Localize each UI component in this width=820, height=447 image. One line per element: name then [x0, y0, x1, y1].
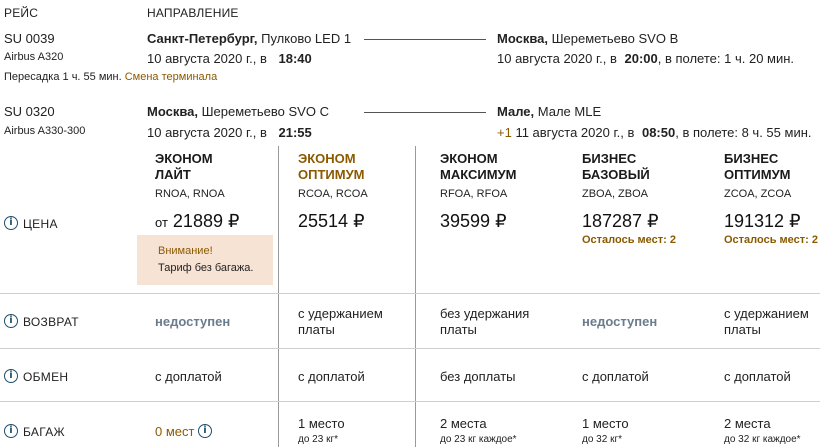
departure-datetime: 10 августа 2020 г., в 21:55	[147, 125, 312, 140]
baggage-economy-lite: 0 мест	[155, 424, 195, 439]
next-day-badge: +1	[497, 125, 512, 140]
fare-codes: RNOA, RNOA	[155, 188, 225, 200]
arrival-location: Москва, Шереметьево SVO B	[497, 31, 679, 46]
refund-economy-optimum: с удержанием платы	[298, 306, 383, 337]
exchange-row-label: ОБМЕН	[23, 370, 69, 384]
seats-left-badge: Осталось мест: 2	[582, 234, 676, 246]
row-divider	[0, 401, 820, 402]
price-economy-lite: от 21889 ₽	[155, 211, 240, 231]
baggage-economy-maximum: 2 места до 23 кг каждое*	[440, 416, 517, 445]
refund-economy-maximum: без удержания платы	[440, 306, 530, 337]
baggage-economy-optimum: 1 место до 23 кг*	[298, 416, 345, 445]
price-economy-maximum: 39599 ₽	[440, 211, 507, 231]
fare-codes: ZBOA, ZBOA	[582, 188, 649, 200]
exchange-economy-lite: с доплатой	[155, 369, 222, 384]
flight-column-header: РЕЙС	[4, 6, 39, 20]
transfer-info: Пересадка 1 ч. 55 мин. Смена терминала	[4, 71, 218, 83]
aircraft-type: Airbus A320	[4, 51, 64, 63]
arrival-location: Мале, Мале MLE	[497, 104, 602, 119]
tariff-name-business-optimum[interactable]: БИЗНЕС ОПТИМУМ	[724, 151, 791, 182]
warning-title: Внимание!	[158, 245, 213, 257]
price-row-label: ЦЕНА	[23, 217, 58, 231]
refund-row-label: ВОЗВРАТ	[23, 315, 79, 329]
departure-location: Санкт-Петербург, Пулково LED 1	[147, 31, 352, 46]
fare-codes: RCOA, RCOA	[298, 188, 368, 200]
route-line	[364, 39, 486, 40]
info-circle-icon[interactable]: i	[198, 424, 212, 438]
route-line	[364, 112, 486, 113]
flight-number: SU 0320	[4, 104, 55, 119]
refund-business-optimum: с удержанием платы	[724, 306, 809, 337]
baggage-business-basic: 1 место до 32 кг*	[582, 416, 629, 445]
price-business-optimum: 191312 ₽	[724, 211, 801, 231]
fare-codes: RFOA, RFOA	[440, 188, 508, 200]
arrival-datetime: +1 11 августа 2020 г., в 08:50, в полете: 8 ч. 55 мин.	[497, 125, 812, 140]
exchange-economy-maximum: без доплаты	[440, 369, 516, 384]
departure-location: Москва, Шереметьево SVO C	[147, 104, 329, 119]
direction-column-header: НАПРАВЛЕНИЕ	[147, 6, 239, 20]
tariff-name-economy-maximum[interactable]: ЭКОНОМ МАКСИМУМ	[440, 151, 517, 182]
row-divider	[0, 293, 820, 294]
info-circle-icon[interactable]: i	[4, 216, 18, 230]
terminal-change-note: Смена терминала	[124, 71, 218, 83]
info-circle-icon[interactable]: i	[4, 424, 18, 438]
arrival-datetime: 10 августа 2020 г., в 20:00, в полете: 1 ч. 20 мин.	[497, 51, 795, 66]
info-circle-icon[interactable]: i	[4, 369, 18, 383]
baggage-business-optimum: 2 места до 32 кг каждое*	[724, 416, 801, 445]
price-economy-optimum: 25514 ₽	[298, 211, 365, 231]
fare-codes: ZCOA, ZCOA	[724, 188, 792, 200]
seats-left-badge: Осталось мест: 2	[724, 234, 818, 246]
price-business-basic: 187287 ₽	[582, 211, 659, 231]
aircraft-type: Airbus A330-300	[4, 125, 86, 137]
info-circle-icon[interactable]: i	[4, 314, 18, 328]
exchange-business-basic: с доплатой	[582, 369, 649, 384]
exchange-business-optimum: с доплатой	[724, 369, 791, 384]
tariff-name-economy-optimum[interactable]: ЭКОНОМ ОПТИМУМ	[298, 151, 365, 182]
baggage-row-label: БАГАЖ	[23, 425, 65, 439]
no-baggage-warning	[137, 235, 273, 285]
row-divider	[0, 348, 820, 349]
exchange-economy-optimum: с доплатой	[298, 369, 365, 384]
departure-datetime: 10 августа 2020 г., в 18:40	[147, 51, 312, 66]
warning-text: Тариф без багажа.	[158, 262, 254, 274]
flight-number: SU 0039	[4, 31, 55, 46]
tariff-name-economy-lite[interactable]: ЭКОНОМ ЛАЙТ	[155, 151, 213, 182]
refund-economy-lite: недоступен	[155, 314, 231, 329]
tariff-name-business-basic[interactable]: БИЗНЕС БАЗОВЫЙ	[582, 151, 650, 182]
refund-business-basic: недоступен	[582, 314, 658, 329]
